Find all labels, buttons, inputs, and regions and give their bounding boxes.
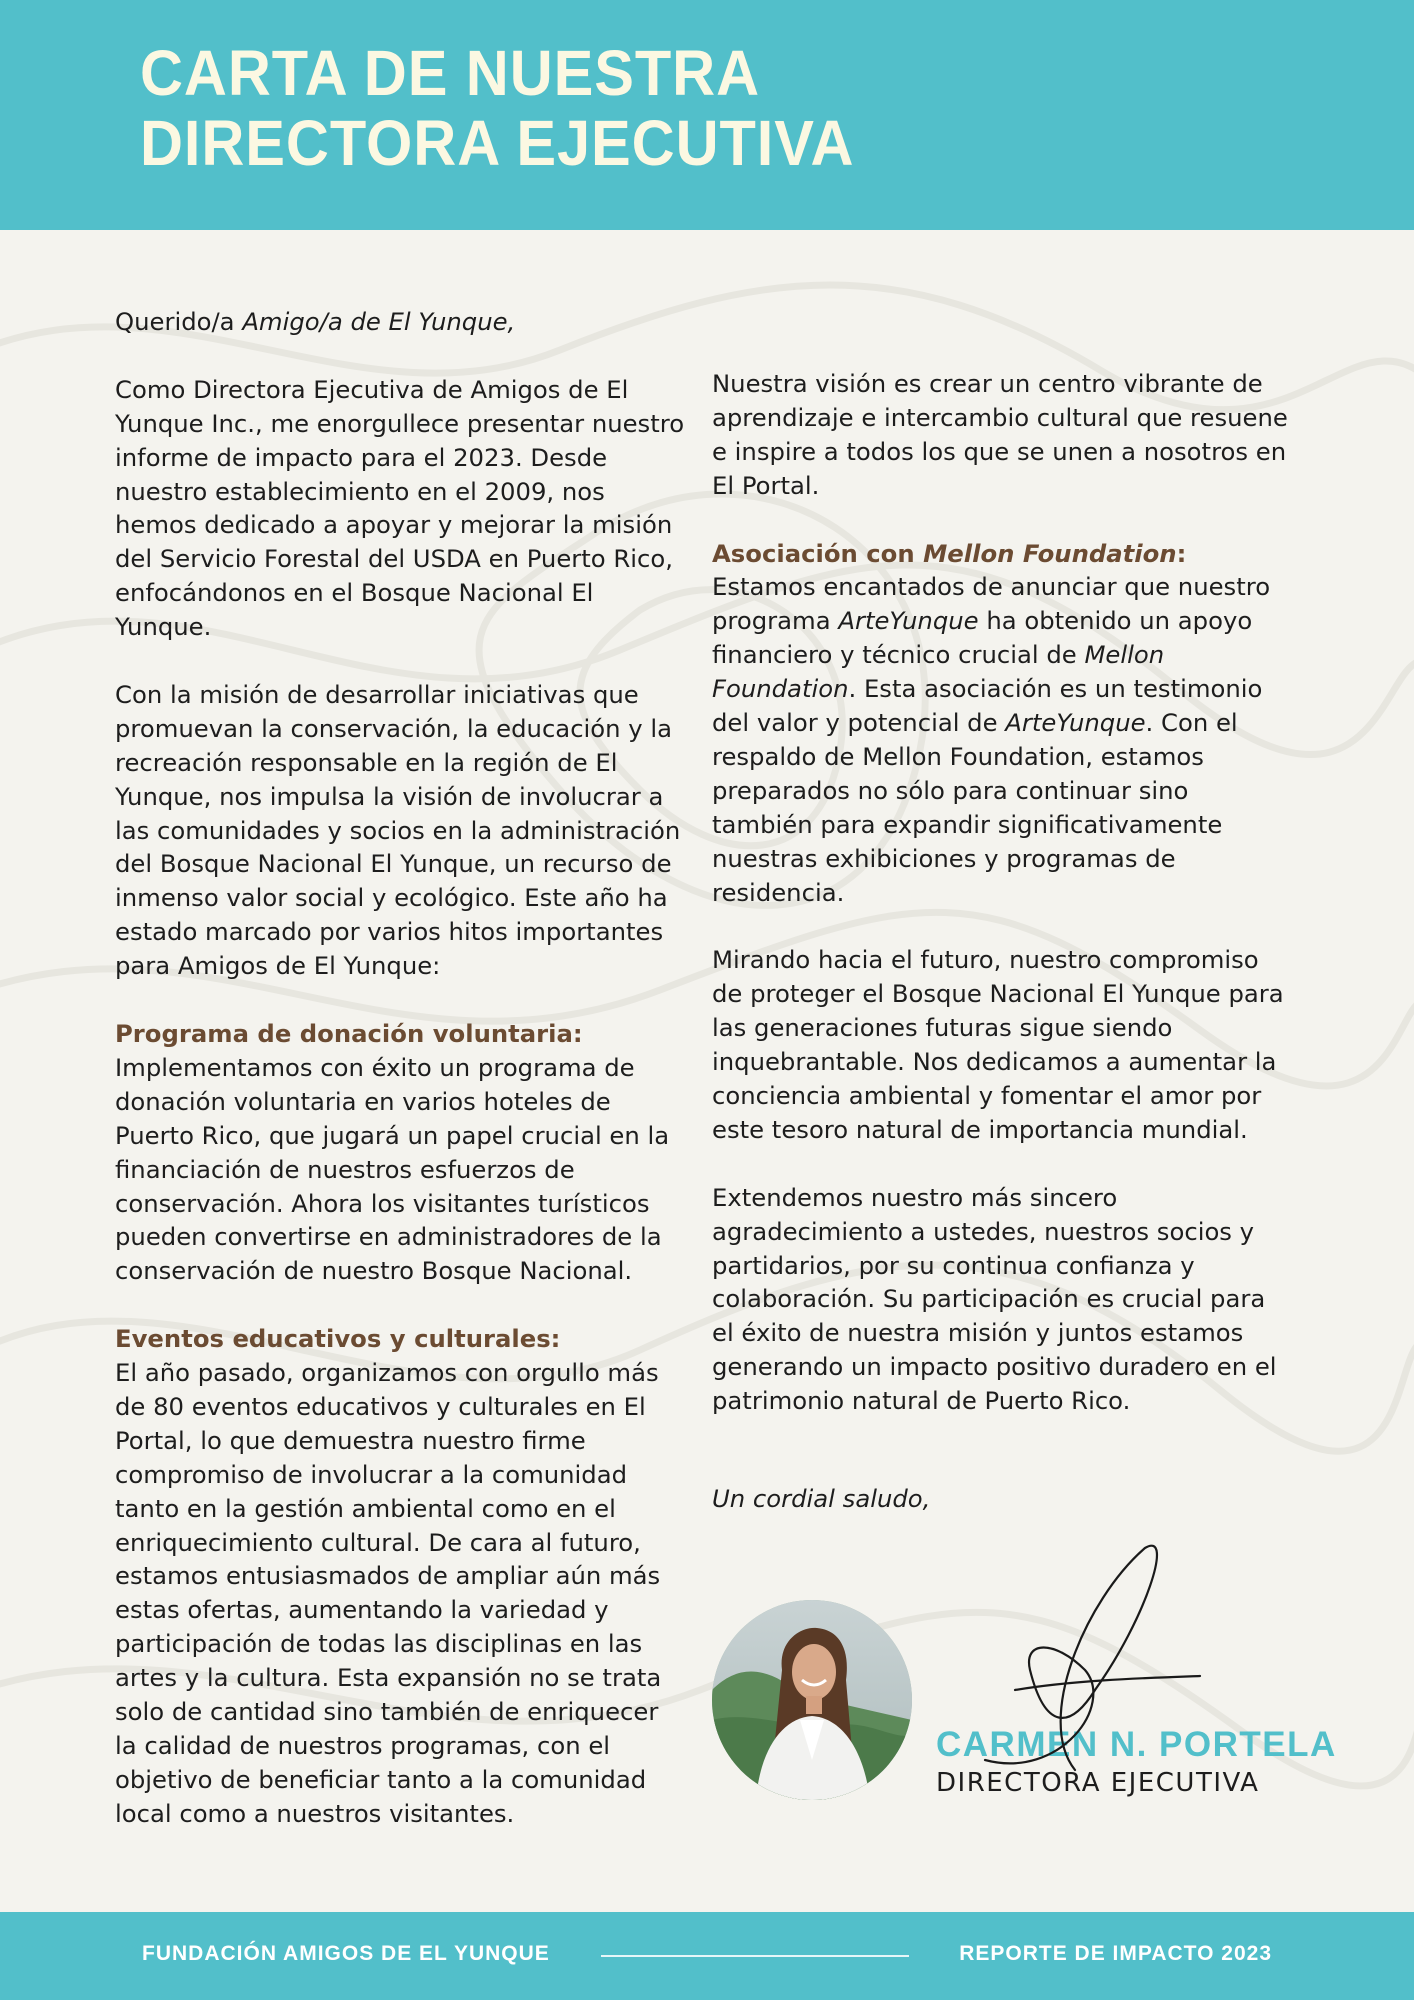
footer-bar xyxy=(0,1912,1414,2000)
director-name: CARMEN N. PORTELA xyxy=(936,1725,1337,1764)
mellon-heading: Asociación con Mellon Foundation: xyxy=(712,538,1187,568)
page-title xyxy=(140,38,854,178)
mission-paragraph: Con la misión de desarrollar iniciativas que promuevan la conservación, la educación y la recreación responsable en la región de El Yunque, nos impulsa la visión de involucrar a las comunidades y socios en la administración del Bosque Nacional El Yunque, un recurso de inmenso valor social y ecológico. Este año ha estado marcado por varios hitos importantes para Amigos de El Yunque: xyxy=(115,679,681,981)
page-title-line1: CARTA DE NUESTRA xyxy=(140,37,760,109)
footer-organization: FUNDACIÓN AMIGOS DE EL YUNQUE xyxy=(142,1942,550,1965)
director-portrait-image xyxy=(712,1600,912,1800)
events-body: El año pasado, organizamos con orgullo más de 80 eventos educativos y culturales en El Portal, lo que demuestra nuestro firme compromiso de involucrar a la comunidad tanto en la gestión ambiental como en el enriquecimiento cultural. De cara al futuro, estamos entusiasmados de ampliar aún más estas ofertas, aumentando la variedad y participación de todas las disciplinas en las artes y la cultura. Esta expansión no se trata solo de cantidad sino también de enriquecer la calidad de nuestros programas, con el objetivo de beneficiar tanto a la comunidad local como a nuestros visitantes. xyxy=(115,1358,662,1828)
donation-body: Implementamos con éxito un programa de donación voluntaria en varios hoteles de Puerto Rico, que jugará un papel crucial en la financiación de nuestros esfuerzos de conservación. Ahora los visitantes turísticos pueden convertirse en administradores de la conservación de nuestro Bosque Nacional. xyxy=(115,1052,670,1286)
donation-heading: Programa de donación voluntaria: xyxy=(115,1018,583,1048)
vision-paragraph: Nuestra visión es crear un centro vibrante de aprendizaje e intercambio cultural que resuene e inspire a todos los que se unen a nosotros en El Portal. xyxy=(712,369,1288,500)
director-title: DIRECTORA EJECUTIVA xyxy=(936,1768,1260,1798)
letter-left-column xyxy=(115,305,685,1865)
donation-section xyxy=(115,1017,685,1288)
intro-paragraph: Como Directora Ejecutiva de Amigos de El Yunque Inc., me enorgullece presentar nuestro informe de impacto para el 2023. Desde nuestro establecimiento en el 2009, nos hemos dedicado a apoyar y mejorar la misión del Servicio Forestal del USDA en Puerto Rico, enfocándonos en el Bosque Nacional El Yunque. xyxy=(115,374,685,642)
signoff: Un cordial saludo, xyxy=(712,1484,931,1513)
page-title-line2: DIRECTORA EJECUTIVA xyxy=(140,107,855,179)
events-heading: Eventos educativos y culturales: xyxy=(115,1324,561,1354)
header-banner xyxy=(0,0,1414,230)
mellon-body: Estamos encantados de anunciar que nuestro programa ArteYunque ha obtenido un apoyo financiero y técnico crucial de Mellon Foundation. Esta asociación es un testimonio del valor y potencial de ArteYunque. Con el respaldo de Mellon Foundation, estamos preparados no sólo para continuar sino también para expandir significativamente nuestras exhibiciones y programas de residencia. xyxy=(712,572,1271,907)
mellon-section xyxy=(712,537,1292,910)
footer-divider xyxy=(601,1955,909,1957)
thanks-paragraph: Extendemos nuestro más sincero agradecimiento a ustedes, nuestros socios y partidarios, por su continua confianza y colaboración. Su participación es crucial para el éxito de nuestra misión y juntos estamos generando un impacto positivo duradero en el patrimonio natural de Puerto Rico. xyxy=(712,1182,1277,1416)
footer-report-title: REPORTE DE IMPACTO 2023 xyxy=(959,1942,1272,1965)
events-section xyxy=(115,1322,685,1831)
future-paragraph: Mirando hacia el futuro, nuestro compromiso de proteger el Bosque Nacional El Yunque para las generaciones futuras sigue siendo inquebrantable. Nos dedicamos a aumentar la conciencia ambiental y fomentar el amor por este tesoro natural de importancia mundial. xyxy=(712,945,1284,1144)
letter-right-column xyxy=(712,367,1292,1452)
greeting: Querido/a Amigo/a de El Yunque, xyxy=(115,307,516,336)
handwritten-signature xyxy=(975,1540,1215,1780)
director-photo xyxy=(712,1600,912,1800)
